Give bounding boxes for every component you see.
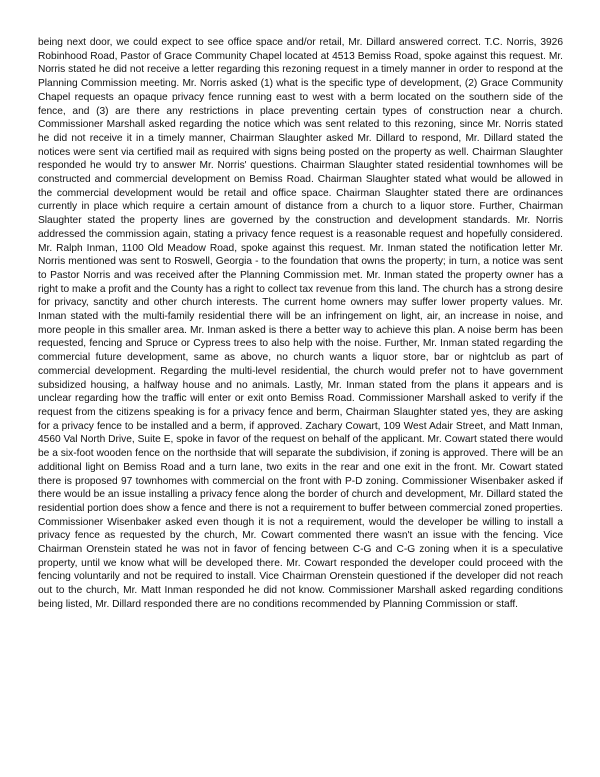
minutes-paragraph: being next door, we could expect to see office space and/or retail, Mr. Dillard answered correct. T.C. Norris, 3926 Robinhood Road, Pastor of Grace Community Chapel located at 4513 Bemiss Road, spoke against this request. Mr. Norris stated he did not receive a letter regarding this rezoning request in a timely manner in order to respond at the Planning Commission meeting. Mr. Norris asked (1) what is the specific type of development, (2) Grace Community Chapel requests an opaque privacy fence running east to west with a berm located on the southern side of the fence, and (3) are there any restrictions in place preventing certain types of construction near a church. Commissioner Marshall asked regarding the notice which was sent related to this rezoning, since Mr. Norris stated he did not receive it in a timely manner, Chairman Slaughter asked Mr. Dillard to respond, Mr. Dillard stated the notices were sent via certified mail as required with signs being posted on the property as well. Chairman Slaughter responded he would try to answer Mr. Norris' questions. Chairman Slaughter stated residential townhomes will be constructed and commercial development on Bemiss Road. Chairman Slaughter stated what would be allowed in the commercial development would be retail and office space. Chairman Slaughter stated there are ordinances currently in place which require a certain amount of distance from a church to a liquor store. Further, Chairman Slaughter stated the property lines are governed by the construction and development standards. Mr. Norris addressed the commission again, stating a privacy fence request is a reasonable request and hopefully considered. Mr. Ralph Inman, 1100 Old Meadow Road, spoke against this request. Mr. Inman stated the notification letter Mr. Norris mentioned was sent to Roswell, Georgia - to the foundation that owns the property; in turn, a notice was sent to Pastor Norris and was received after the Planning Commission met. Mr. Inman stated the property owner has a right to make a profit and the County has a right to collect tax revenue from this land. The church has a strong desire for privacy, sanctity and other church interests. The current home owners may suffer lower property values. Mr. Inman stated with the multi-family residential there will be an infringement on light, air, an increase in noise, and more people in this smaller area. Mr. Inman asked is there a better way to achieve this plan. A noise berm has been requested, fencing and Spruce or Cypress trees to also help with the noise. Further, Mr. Inman stated regarding the commercial future development, same as above, no church wants a liquor store, bar or nightclub as part of commercial development. Regarding the multi-level residential, the church would prefer not to have government subsidized housing, a halfway house and no animals. Lastly, Mr. Inman stated from the plans it appears and is unclear regarding how the traffic will enter or exit onto Bemiss Road. Commissioner Marshall asked to verify if the request from the citizens speaking is for a privacy fence and berm, Chairman Slaughter stated yes, they are asking for a privacy fence to be installed and a berm, if approved. Zachary Cowart, 109 West Adair Street, and Matt Inman, 4560 Val North Drive, Suite E, spoke in favor of the request on behalf of the applicant. Mr. Cowart stated there would be a six-foot wooden fence on the northside that will separate the subdivision, if zoning is approved. There will be an additional light on Bemiss Road and a turn lane, two exits in the rear and one exit in the front. Mr. Cowart stated there is proposed 97 townhomes with commercial on the front with P-D zoning. Commissioner Wisenbaker asked if there would be an issue installing a privacy fence along the border of church and development, Mr. Dillard stated the residential portion does show a fence and there is not a requirement to buffer between commercial zoned properties. Commissioner Wisenbaker asked even though it is not a requirement, would the developer be willing to install a privacy fence as requested by the church, Mr. Cowart commented there wasn't an issue with the fencing. Vice Chairman Orenstein stated he was not in favor of fencing between C-G and C-G zoning when it is a speculative property, until we know what will be developed there. Mr. Cowart responded the developer could proceed with the fencing voluntarily and not be required to install. Vice Chairman Orenstein questioned if the developer did not reach out to the church, Mr. Matt Inman responded he did not know. Commissioner Marshall asked regarding conditions being listed, Mr. Dillard responded there are no conditions recommended by Planning Commission or staff. — [38, 37, 563, 610]
document-page — [38, 36, 563, 612]
